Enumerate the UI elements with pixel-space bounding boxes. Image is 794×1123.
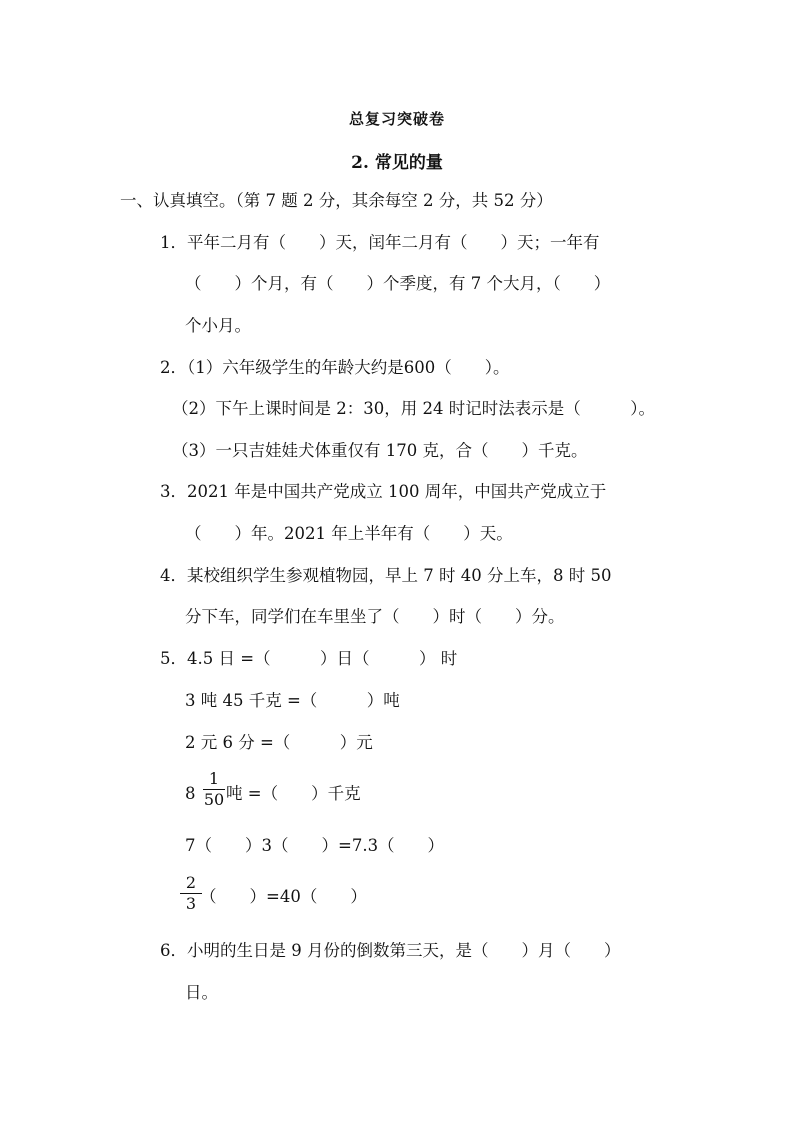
question-1-line-1: 1．平年二月有（ ）天，闰年二月有（ ）天；一年有	[160, 233, 600, 252]
question-4-line-1: 4．某校组织学生参观植物园，早上 7 时 40 分上车，8 时 50	[160, 566, 612, 585]
fraction-numerator: 1	[208, 769, 220, 788]
question-2-line-3: （3）一只吉娃娃犬体重仅有 170 克，合（ ）千克。	[172, 441, 588, 460]
question-3-line-2: （ ）年。2021 年上半年有（ ）天。	[185, 524, 513, 543]
fraction-numerator: 2	[185, 873, 197, 892]
question-5-line-4-fraction	[203, 770, 225, 809]
question-1-line-2: （ ）个月，有（ ）个季度，有 7 个大月，（ ）	[185, 274, 611, 293]
fraction-denominator: 3	[185, 894, 197, 913]
question-5-line-6-rest: （ ）=40（ ）	[200, 887, 367, 906]
question-1-line-3: 个小月。	[185, 316, 251, 335]
page-subtitle: 2. 常见的量	[351, 153, 443, 173]
question-5-line-4-whole: 8	[185, 784, 196, 803]
fraction-denominator: 50	[203, 790, 225, 809]
page-title: 总复习突破卷	[348, 110, 445, 128]
question-3-line-1: 3．2021 年是中国共产党成立 100 周年，中国共产党成立于	[160, 482, 607, 501]
question-5-line-5: 7（ ）3（ ）=7.3（ ）	[185, 836, 445, 855]
question-5-line-3: 2 元 6 分 =（ ）元	[185, 733, 373, 752]
question-6-line-1: 6．小明的生日是 9 月份的倒数第三天，是（ ）月（ ）	[160, 941, 621, 960]
question-6-line-2: 日。	[185, 983, 218, 1002]
question-2-line-1: 2．（1）六年级学生的年龄大约是600（ ）。	[160, 358, 510, 377]
question-5-line-1: 5．4.5 日 =（ ）日（ ） 时	[160, 649, 458, 668]
question-5-line-6-fraction	[180, 874, 202, 913]
question-5-line-4-rest: 吨 =（ ）千克	[226, 784, 361, 803]
question-2-line-2: （2）下午上课时间是 2：30，用 24 时记时法表示是（ ）。	[172, 399, 655, 418]
question-4-line-2: 分下车，同学们在车里坐了（ ）时（ ）分。	[185, 607, 565, 626]
question-5-line-2: 3 吨 45 千克 =（ ）吨	[185, 691, 400, 710]
section-heading: 一、认真填空。（第 7 题 2 分，其余每空 2 分，共 52 分）	[120, 191, 553, 210]
